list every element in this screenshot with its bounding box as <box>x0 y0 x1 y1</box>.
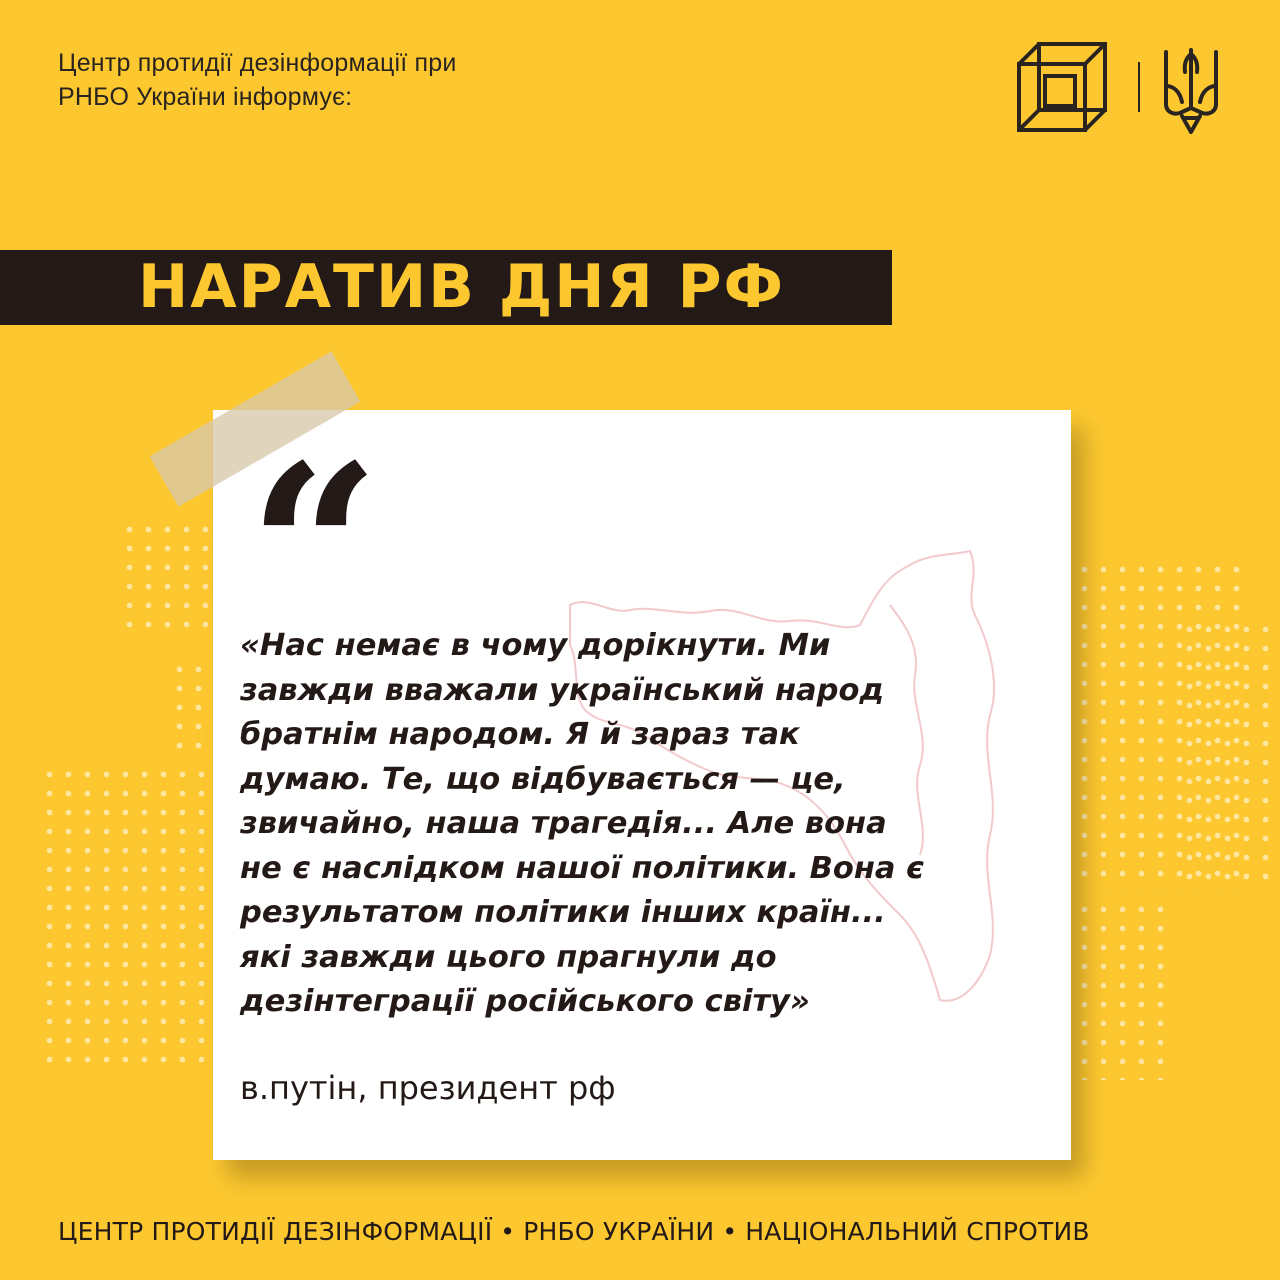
footer-separator: • <box>722 1217 738 1246</box>
footer-resistance: НАЦІОНАЛЬНИЙ СПРОТИВ <box>745 1217 1090 1246</box>
quote-line: братнім народом. Я й зараз так <box>240 717 800 752</box>
quote-line: звичайно, наша трагедія... Але вона <box>240 806 887 841</box>
footer-separator: • <box>500 1217 516 1246</box>
footer-org: ЦЕНТР ПРОТИДІЇ ДЕЗІНФОРМАЦІЇ <box>58 1217 493 1246</box>
quote-line: не є наслідком нашої політики. Вона є <box>240 850 925 886</box>
logo-divider <box>1138 62 1140 112</box>
dot-pattern-left-upper <box>120 520 220 630</box>
dot-pattern-left-small <box>170 660 215 750</box>
footer-council: РНБО УКРАЇНИ <box>523 1217 715 1246</box>
quote-text <box>240 624 1050 1025</box>
page-title: НАРАТИВ ДНЯ РФ <box>138 252 786 322</box>
quote-author: в.путін, президент рф <box>240 1069 616 1107</box>
dot-pattern-right-edge <box>1180 620 1270 880</box>
dot-pattern-right-lower <box>1075 900 1165 1080</box>
quote-mark-icon: “ <box>248 415 381 685</box>
impossible-cube-logo-icon <box>1015 40 1109 134</box>
quote-line: які завжди цього прагнули до <box>240 939 777 975</box>
header-line-2: РНБО України інформує: <box>58 83 353 111</box>
quote-line: думаю. Те, що відбувається — це, <box>240 761 846 797</box>
quote-line: дезінтеграції російського світу» <box>240 984 810 1019</box>
footer <box>58 1212 1238 1252</box>
dot-pattern-left <box>40 765 215 1065</box>
quote-line: завжди вважали український народ <box>240 672 885 708</box>
quote-line: результатом політики інших країн... <box>240 895 886 930</box>
header-line-1: Центр протидії дезінформації при <box>58 49 457 77</box>
quote-line: «Нас немає в чому дорікнути. Ми <box>240 628 831 663</box>
trident-coat-of-arms-icon <box>1160 46 1222 138</box>
